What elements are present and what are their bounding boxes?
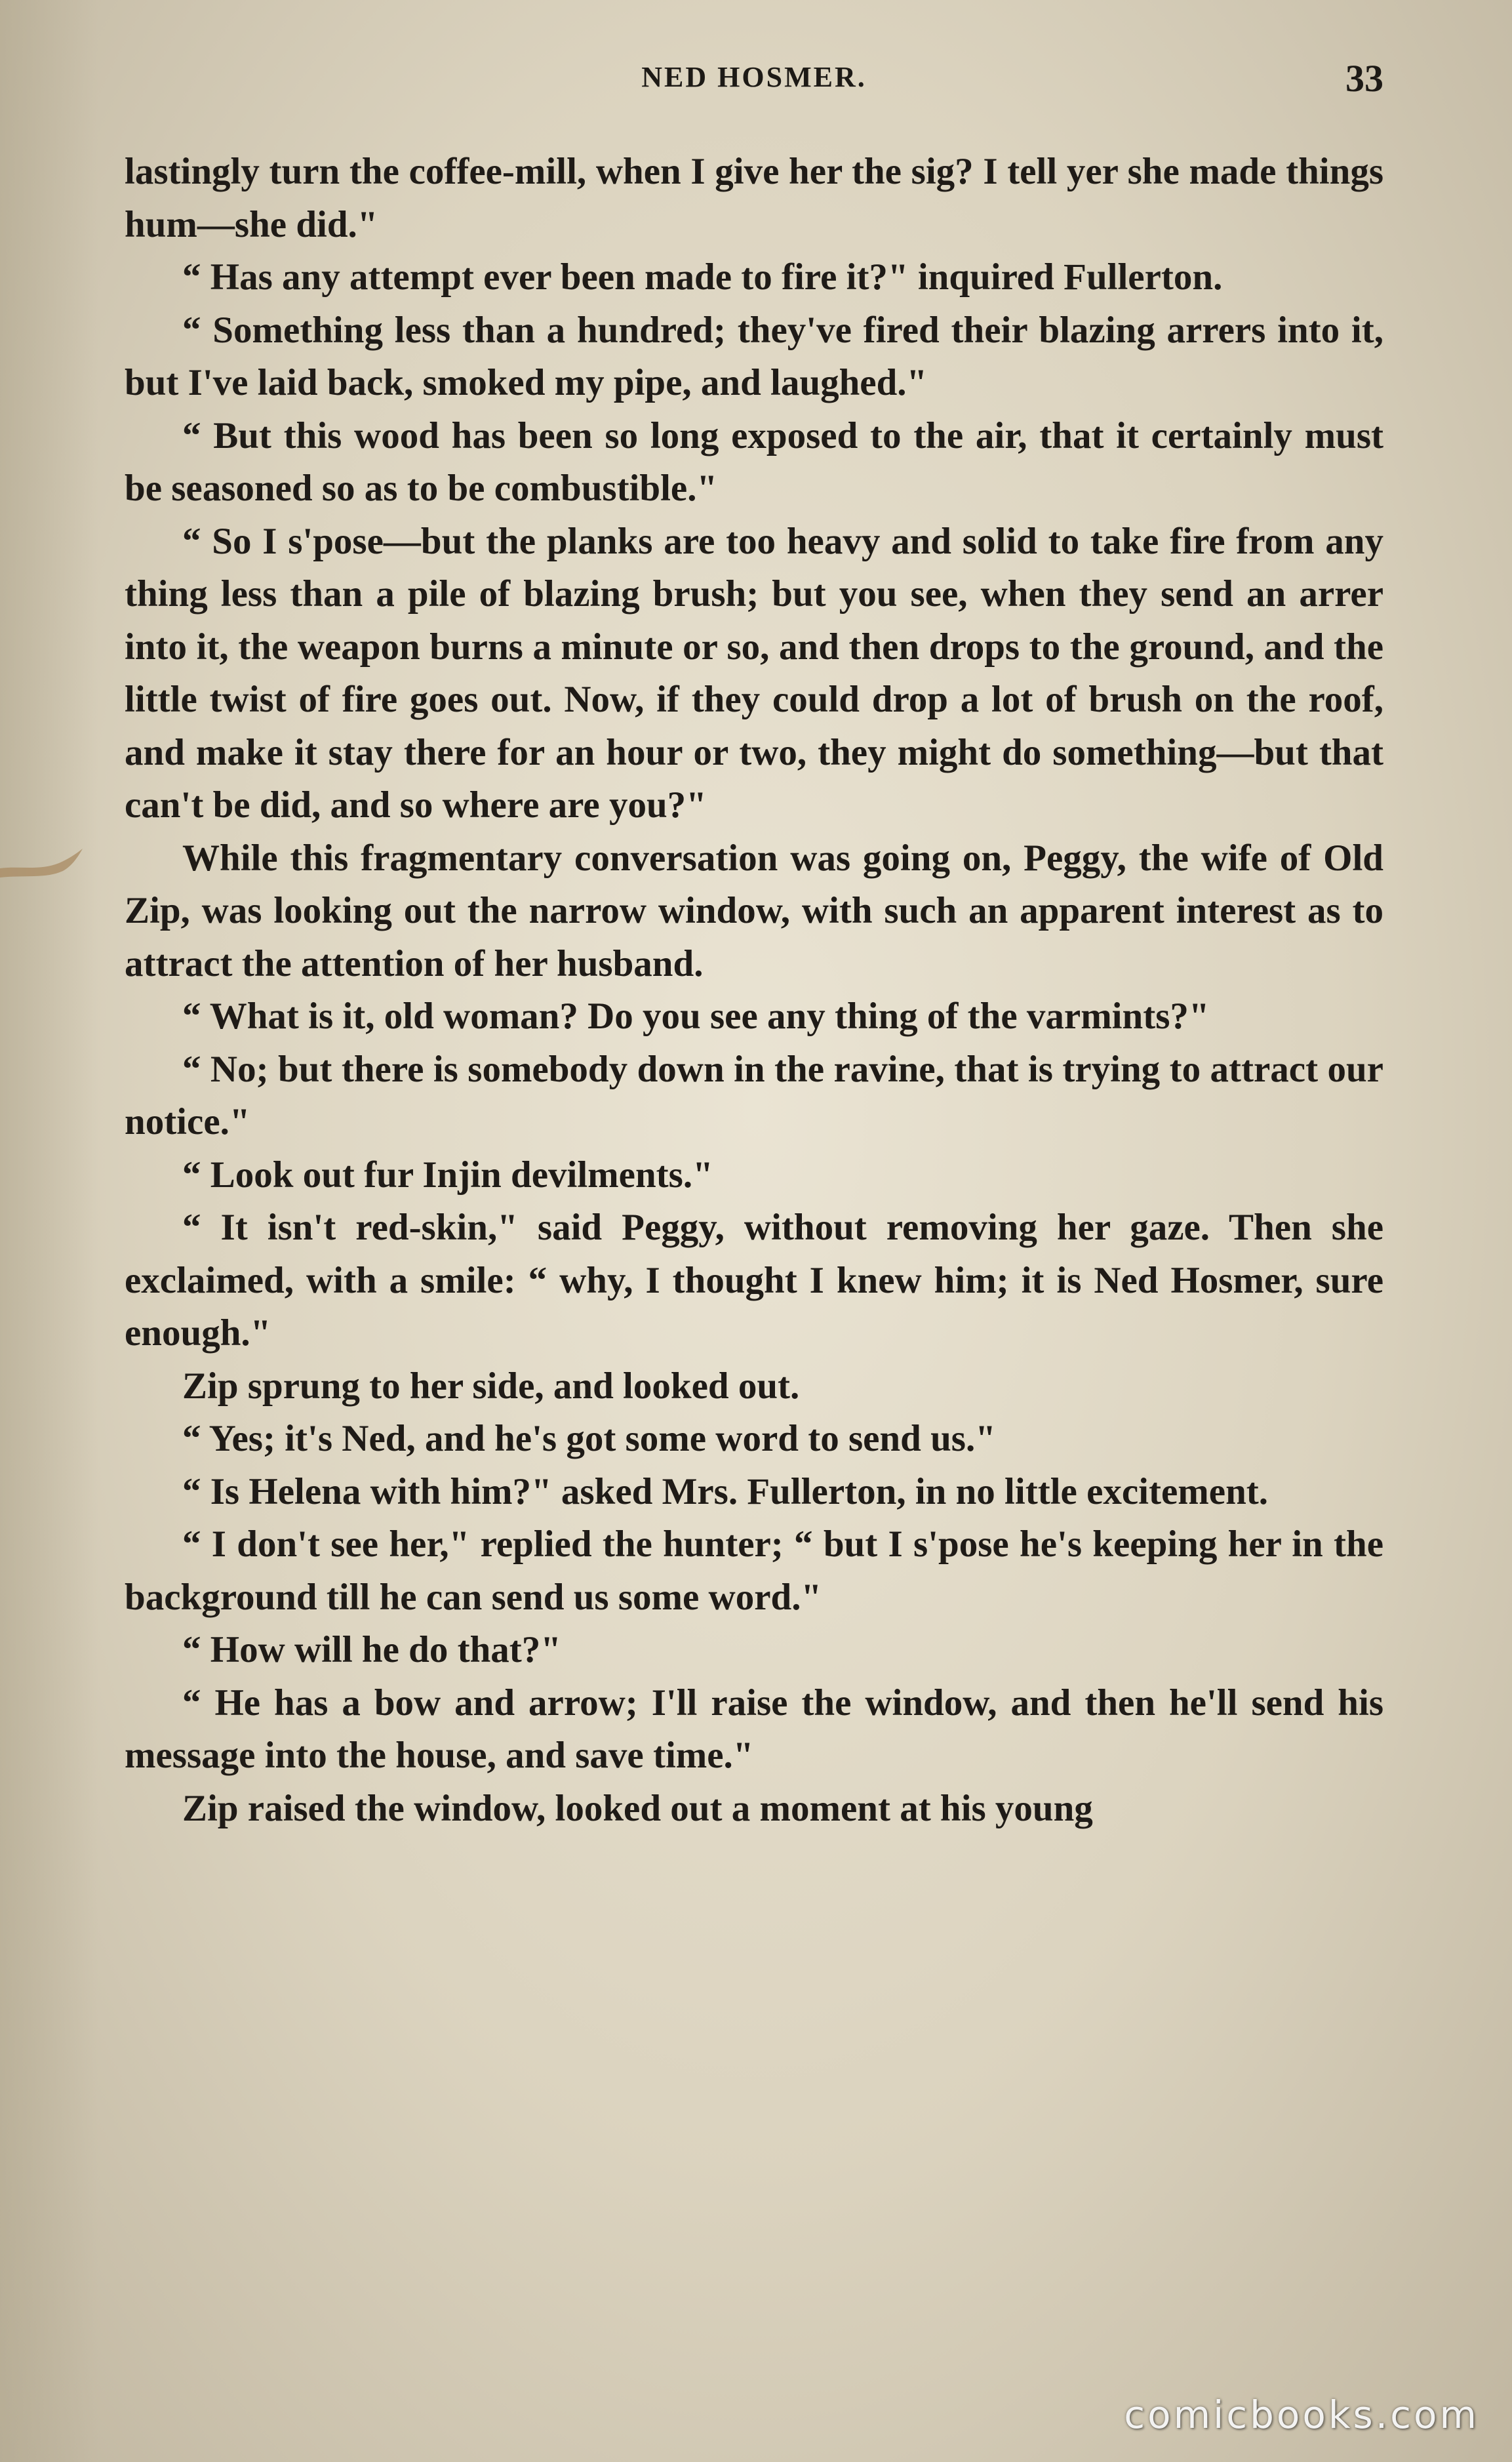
paper-tear-mark [0, 846, 85, 885]
page-gutter-shadow [0, 0, 98, 2462]
paragraph: Zip raised the window, looked out a moment at his young [182, 1787, 1093, 1829]
paragraph: “ Yes; it's Ned, and he's got some word to send us." [182, 1418, 996, 1459]
paragraph: “ Is Helena with him?" asked Mrs. Fullerton, in no little excitement. [182, 1470, 1269, 1512]
paragraph: “ I don't see her," replied the hunter; “ but I s'pose he's keeping her in the background till he can send us some word." [125, 1524, 1383, 1618]
paragraph: “ Something less than a hundred; they've fired their blazing arrers into it, but I've laid back, smoked my pipe, and laughed." [125, 309, 1383, 403]
body-text [125, 146, 1383, 1835]
paragraph: “ So I s'pose—but the planks are too heavy and solid to take fire from any thing less than a pile of blazing brush; but you see, when they send an arrer into it, the weapon burns a minute or so, and then drops to the ground, and the little twist of fire goes out. Now, if they could drop a lot of brush on the roof, and make it stay there for an hour or two, they might do something—but that can't be did, and so where are you?" [125, 520, 1383, 826]
page-number: 33 [1345, 57, 1383, 100]
paragraph: “ How will he do that?" [182, 1629, 561, 1670]
paragraph: “ No; but there is somebody down in the ravine, that is trying to attract our notice." [125, 1048, 1383, 1142]
paragraph: “ Has any attempt ever been made to fire it?" inquired Fullerton. [182, 256, 1223, 298]
running-head [125, 56, 1383, 109]
paragraph: “ What is it, old woman? Do you see any thing of the varmints?" [182, 996, 1210, 1037]
paragraph: Zip sprung to her side, and looked out. [182, 1365, 800, 1407]
paragraph: lastingly turn the coffee-mill, when I give her the sig? I tell yer she made things hum—she did." [125, 151, 1383, 245]
paragraph: While this fragmentary conversation was going on, Peggy, the wife of Old Zip, was looking out the narrow window, with such an apparent interest as to attract the attention of her husband. [125, 837, 1383, 984]
paragraph: “ But this wood has been so long exposed to the air, that it certainly must be seasoned so as to be combustible." [125, 414, 1383, 509]
paragraph: “ He has a bow and arrow; I'll raise the window, and then he'll send his message into the house, and save time." [125, 1682, 1383, 1776]
paragraph: “ Look out fur Injin devilments." [182, 1154, 713, 1196]
site-watermark: comicbooks.com [1124, 2392, 1479, 2437]
paragraph: “ It isn't red-skin," said Peggy, without removing her gaze. Then she exclaimed, with a smile: “ why, I thought I knew him; it is Ned Hosmer, sure enough." [125, 1207, 1383, 1354]
running-title: NED HOSMER. [641, 61, 867, 93]
